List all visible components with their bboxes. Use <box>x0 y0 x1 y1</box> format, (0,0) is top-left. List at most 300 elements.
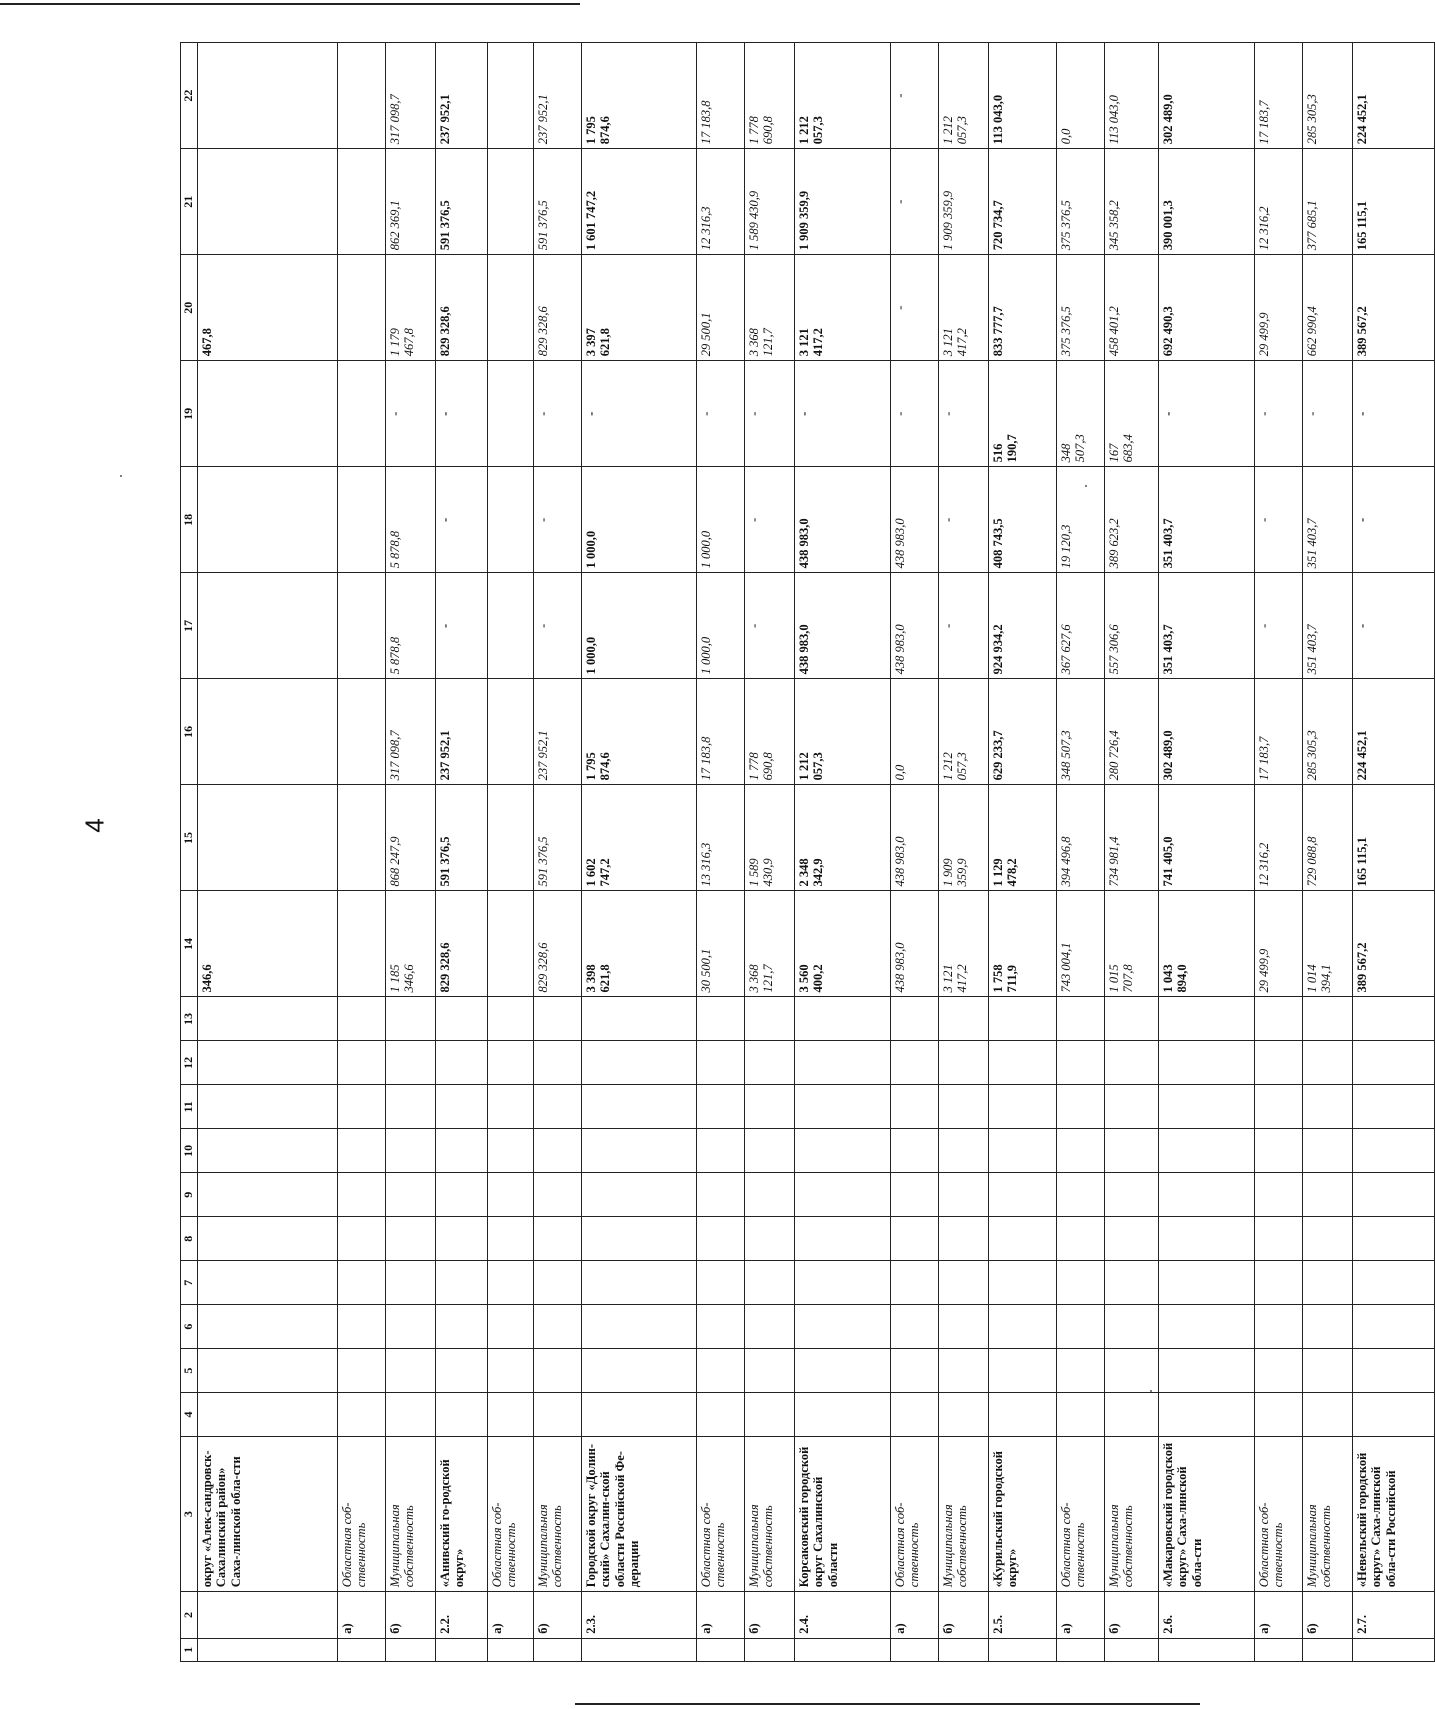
row-name: Областная соб-ственность <box>890 1437 938 1592</box>
row-index <box>197 1592 337 1639</box>
value-cell-col-21: 12 316,3 <box>696 149 744 255</box>
empty-cell <box>1158 1393 1254 1437</box>
value-cell-col-21: 1 909 359,9 <box>938 149 988 255</box>
empty-cell <box>988 1261 1056 1305</box>
table-row <box>988 43 1056 1662</box>
empty-cell <box>744 1085 794 1129</box>
value-cell-col-17: 924 934,2 <box>988 573 1056 679</box>
row-blank-cell <box>533 1638 581 1661</box>
row-index: б) <box>533 1592 581 1639</box>
value-cell-col-22: 285 305,3 <box>1302 43 1352 149</box>
empty-cell <box>1104 1217 1158 1261</box>
empty-cell <box>1056 1393 1104 1437</box>
value-cell-col-19: - <box>696 361 744 467</box>
row-blank-cell <box>435 1638 487 1661</box>
empty-cell <box>938 1261 988 1305</box>
empty-cell <box>744 1217 794 1261</box>
value-cell-col-15: 729 088,8 <box>1302 785 1352 891</box>
row-name: Муниципальная собственность <box>938 1437 988 1592</box>
value-cell-col-22 <box>197 43 337 149</box>
row-index: 2.4. <box>794 1592 890 1639</box>
value-cell-col-18: 351 403,7 <box>1302 467 1352 573</box>
empty-cell <box>794 1041 890 1085</box>
empty-cell <box>385 1085 435 1129</box>
table-row <box>1056 43 1104 1662</box>
empty-cell <box>435 1349 487 1393</box>
empty-cell <box>1302 1129 1352 1173</box>
empty-cell <box>435 1085 487 1129</box>
empty-cell <box>794 1129 890 1173</box>
empty-cell <box>487 1173 533 1217</box>
value-cell-col-15 <box>337 785 385 891</box>
empty-cell <box>197 1349 337 1393</box>
empty-cell <box>938 1217 988 1261</box>
value-cell-col-19: - <box>1254 361 1302 467</box>
empty-cell <box>938 997 988 1041</box>
empty-cell <box>938 1349 988 1393</box>
column-header: 1 <box>181 1638 198 1661</box>
empty-cell <box>1056 1261 1104 1305</box>
value-cell-col-21: 720 734,7 <box>988 149 1056 255</box>
value-cell-col-16: 17 183,8 <box>696 679 744 785</box>
row-blank-cell <box>1254 1638 1302 1661</box>
empty-cell <box>337 1393 385 1437</box>
column-header: 5 <box>181 1349 198 1393</box>
empty-cell <box>938 1129 988 1173</box>
empty-cell <box>337 1085 385 1129</box>
empty-cell <box>487 1349 533 1393</box>
empty-cell <box>197 1173 337 1217</box>
value-cell-col-14: 3 368 121,7 <box>744 891 794 997</box>
row-name: Областная соб-ственность <box>696 1437 744 1592</box>
empty-cell <box>385 1305 435 1349</box>
empty-cell <box>197 1217 337 1261</box>
empty-cell <box>385 1393 435 1437</box>
empty-cell <box>1302 1173 1352 1217</box>
table-body <box>197 43 1434 1662</box>
empty-cell <box>744 1305 794 1349</box>
empty-cell <box>794 1305 890 1349</box>
empty-cell <box>1254 997 1302 1041</box>
value-cell-col-18: 1 000,0 <box>696 467 744 573</box>
table-row <box>1352 43 1434 1662</box>
row-name: Муниципальная собственность <box>1104 1437 1158 1592</box>
empty-cell <box>794 997 890 1041</box>
empty-cell <box>1158 1041 1254 1085</box>
value-cell-col-20: - <box>890 255 938 361</box>
column-number-row <box>181 43 198 1662</box>
value-cell-col-18: - <box>435 467 487 573</box>
value-cell-col-21: 1 909 359,9 <box>794 149 890 255</box>
row-name: Городской округ «Долин-ский» Сахалин-ской области Российской Фе-дерации <box>581 1437 696 1592</box>
empty-cell <box>744 1041 794 1085</box>
empty-cell <box>1302 1393 1352 1437</box>
value-cell-col-15: 165 115,1 <box>1352 785 1434 891</box>
value-cell-col-20: 829 328,6 <box>435 255 487 361</box>
value-cell-col-14 <box>337 891 385 997</box>
empty-cell <box>197 1129 337 1173</box>
empty-cell <box>533 1261 581 1305</box>
empty-cell <box>1254 1173 1302 1217</box>
column-header: 22 <box>181 43 198 149</box>
empty-cell <box>581 1305 696 1349</box>
value-cell-col-15: 734 981,4 <box>1104 785 1158 891</box>
value-cell-col-21: 591 376,5 <box>533 149 581 255</box>
value-cell-col-17: - <box>435 573 487 679</box>
value-cell-col-16: 224 452,1 <box>1352 679 1434 785</box>
value-cell-col-22 <box>337 43 385 149</box>
empty-cell <box>1254 1217 1302 1261</box>
table-row <box>1158 43 1254 1662</box>
empty-cell <box>1104 1349 1158 1393</box>
empty-cell <box>1254 1041 1302 1085</box>
empty-cell <box>988 1349 1056 1393</box>
empty-cell <box>385 1129 435 1173</box>
value-cell-col-19: - <box>1352 361 1434 467</box>
value-cell-col-16: 237 952,1 <box>533 679 581 785</box>
empty-cell <box>1158 1085 1254 1129</box>
row-index: 2.7. <box>1352 1592 1434 1639</box>
column-header: 15 <box>181 785 198 891</box>
empty-cell <box>581 1041 696 1085</box>
empty-cell <box>1302 1349 1352 1393</box>
row-index: а) <box>337 1592 385 1639</box>
row-name: Областная соб-ственность <box>337 1437 385 1592</box>
value-cell-col-22: - <box>890 43 938 149</box>
empty-cell <box>696 997 744 1041</box>
empty-cell <box>1158 1261 1254 1305</box>
empty-cell <box>435 1261 487 1305</box>
value-cell-col-18 <box>337 467 385 573</box>
empty-cell <box>487 1217 533 1261</box>
value-cell-col-18 <box>487 467 533 573</box>
empty-cell <box>533 1305 581 1349</box>
value-cell-col-14: 1 758 711,9 <box>988 891 1056 997</box>
value-cell-col-19: - <box>533 361 581 467</box>
empty-cell <box>487 1261 533 1305</box>
value-cell-col-22: 1 212 057,3 <box>794 43 890 149</box>
value-cell-col-17: 351 403,7 <box>1302 573 1352 679</box>
empty-cell <box>435 997 487 1041</box>
empty-cell <box>988 1173 1056 1217</box>
table-row <box>487 43 533 1662</box>
value-cell-col-20: 1 179 467,8 <box>385 255 435 361</box>
empty-cell <box>581 997 696 1041</box>
value-cell-col-19: - <box>385 361 435 467</box>
empty-cell <box>487 1129 533 1173</box>
value-cell-col-21 <box>337 149 385 255</box>
empty-cell <box>1352 1393 1434 1437</box>
value-cell-col-15: 591 376,5 <box>533 785 581 891</box>
empty-cell <box>1056 1305 1104 1349</box>
value-cell-col-16: 237 952,1 <box>435 679 487 785</box>
value-cell-col-21: 862 369,1 <box>385 149 435 255</box>
value-cell-col-19: - <box>581 361 696 467</box>
row-index: б) <box>938 1592 988 1639</box>
value-cell-col-20: 3 121 417,2 <box>794 255 890 361</box>
value-cell-col-19: - <box>938 361 988 467</box>
empty-cell <box>337 1173 385 1217</box>
empty-cell <box>1104 1261 1158 1305</box>
row-blank-cell <box>487 1638 533 1661</box>
value-cell-col-20: 375 376,5 <box>1056 255 1104 361</box>
empty-cell <box>696 1085 744 1129</box>
value-cell-col-14: 30 500,1 <box>696 891 744 997</box>
row-blank-cell <box>890 1638 938 1661</box>
empty-cell <box>696 1217 744 1261</box>
column-header: 3 <box>181 1437 198 1592</box>
row-blank-cell <box>1158 1638 1254 1661</box>
value-cell-col-18: - <box>1254 467 1302 573</box>
empty-cell <box>1302 1041 1352 1085</box>
value-cell-col-20 <box>487 255 533 361</box>
empty-cell <box>435 1393 487 1437</box>
empty-cell <box>533 1041 581 1085</box>
empty-cell <box>1158 1305 1254 1349</box>
table-rotator <box>180 42 1398 1662</box>
empty-cell <box>197 1261 337 1305</box>
empty-cell <box>435 1173 487 1217</box>
column-header: 13 <box>181 997 198 1041</box>
value-cell-col-16: 17 183,7 <box>1254 679 1302 785</box>
empty-cell <box>581 1129 696 1173</box>
row-index: а) <box>1254 1592 1302 1639</box>
empty-cell <box>1254 1349 1302 1393</box>
empty-cell <box>533 1393 581 1437</box>
empty-cell <box>1104 1393 1158 1437</box>
table-row <box>794 43 890 1662</box>
table-row <box>1302 43 1352 1662</box>
value-cell-col-22 <box>487 43 533 149</box>
row-index: а) <box>487 1592 533 1639</box>
empty-cell <box>487 997 533 1041</box>
empty-cell <box>1352 1129 1434 1173</box>
value-cell-col-17: 1 000,0 <box>696 573 744 679</box>
value-cell-col-20: 389 567,2 <box>1352 255 1434 361</box>
value-cell-col-22: 17 183,8 <box>696 43 744 149</box>
empty-cell <box>988 1129 1056 1173</box>
row-name: Муниципальная собственность <box>533 1437 581 1592</box>
value-cell-col-17: - <box>533 573 581 679</box>
empty-cell <box>890 1217 938 1261</box>
value-cell-col-19: 516 190,7 <box>988 361 1056 467</box>
empty-cell <box>938 1305 988 1349</box>
value-cell-col-14: 438 983,0 <box>890 891 938 997</box>
empty-cell <box>487 1041 533 1085</box>
empty-cell <box>533 1349 581 1393</box>
empty-cell <box>487 1393 533 1437</box>
value-cell-col-21 <box>487 149 533 255</box>
column-header: 16 <box>181 679 198 785</box>
value-cell-col-18: - <box>1352 467 1434 573</box>
empty-cell <box>890 1085 938 1129</box>
row-name: Областная соб-ственность <box>1056 1437 1104 1592</box>
value-cell-col-20: 833 777,7 <box>988 255 1056 361</box>
value-cell-col-20: 3 397 621,8 <box>581 255 696 361</box>
table-row <box>533 43 581 1662</box>
empty-cell <box>744 1173 794 1217</box>
empty-cell <box>696 1129 744 1173</box>
value-cell-col-16: 0,0 <box>890 679 938 785</box>
empty-cell <box>1302 1217 1352 1261</box>
value-cell-col-17: 438 983,0 <box>890 573 938 679</box>
row-blank-cell <box>197 1638 337 1661</box>
empty-cell <box>337 1349 385 1393</box>
value-cell-col-15 <box>487 785 533 891</box>
value-cell-col-20: 662 990,4 <box>1302 255 1352 361</box>
empty-cell <box>1104 1173 1158 1217</box>
empty-cell <box>1254 1393 1302 1437</box>
row-name: Корсаковский городской округ Сахалинской области <box>794 1437 890 1592</box>
table-row <box>744 43 794 1662</box>
bottom-rule <box>575 1703 1200 1705</box>
row-index: б) <box>1302 1592 1352 1639</box>
empty-cell <box>890 1173 938 1217</box>
row-name: «Курильский городской округ» <box>988 1437 1056 1592</box>
value-cell-col-15: 394 496,8 <box>1056 785 1104 891</box>
value-cell-col-16: 348 507,3 <box>1056 679 1104 785</box>
value-cell-col-16: 317 098,7 <box>385 679 435 785</box>
empty-cell <box>1254 1085 1302 1129</box>
value-cell-col-18: - <box>533 467 581 573</box>
value-cell-col-19 <box>197 361 337 467</box>
column-header: 12 <box>181 1041 198 1085</box>
column-header: 18 <box>181 467 198 573</box>
value-cell-col-20: 458 401,2 <box>1104 255 1158 361</box>
value-cell-col-19: - <box>435 361 487 467</box>
table-row <box>435 43 487 1662</box>
empty-cell <box>1254 1305 1302 1349</box>
column-header: 6 <box>181 1305 198 1349</box>
value-cell-col-18 <box>197 467 337 573</box>
value-cell-col-22: 237 952,1 <box>435 43 487 149</box>
value-cell-col-17: 5 878,8 <box>385 573 435 679</box>
row-index: 2.6. <box>1158 1592 1254 1639</box>
value-cell-col-21 <box>197 149 337 255</box>
empty-cell <box>988 1085 1056 1129</box>
value-cell-col-17: 351 403,7 <box>1158 573 1254 679</box>
value-cell-col-18: 351 403,7 <box>1158 467 1254 573</box>
row-name: Муниципальная собственность <box>385 1437 435 1592</box>
empty-cell <box>1104 1129 1158 1173</box>
value-cell-col-21: 12 316,2 <box>1254 149 1302 255</box>
value-cell-col-16: 1 212 057,3 <box>794 679 890 785</box>
empty-cell <box>696 1349 744 1393</box>
empty-cell <box>744 1129 794 1173</box>
value-cell-col-15: 12 316,2 <box>1254 785 1302 891</box>
page-number: 4 <box>79 818 110 833</box>
empty-cell <box>197 997 337 1041</box>
empty-cell <box>1352 1217 1434 1261</box>
value-cell-col-18: 19 120,3 <box>1056 467 1104 573</box>
value-cell-col-22: 302 489,0 <box>1158 43 1254 149</box>
row-blank-cell <box>1104 1638 1158 1661</box>
empty-cell <box>1158 997 1254 1041</box>
column-header: 4 <box>181 1393 198 1437</box>
empty-cell <box>696 1173 744 1217</box>
column-header: 10 <box>181 1129 198 1173</box>
empty-cell <box>1158 1173 1254 1217</box>
value-cell-col-14: 1 043 894,0 <box>1158 891 1254 997</box>
row-blank-cell <box>385 1638 435 1661</box>
value-cell-col-16: 280 726,4 <box>1104 679 1158 785</box>
empty-cell <box>337 1129 385 1173</box>
empty-cell <box>337 1305 385 1349</box>
value-cell-col-20 <box>337 255 385 361</box>
empty-cell <box>1104 997 1158 1041</box>
value-cell-col-15: 2 348 342,9 <box>794 785 890 891</box>
column-header: 7 <box>181 1261 198 1305</box>
empty-cell <box>744 1261 794 1305</box>
value-cell-col-18: 438 983,0 <box>890 467 938 573</box>
row-index: а) <box>1056 1592 1104 1639</box>
row-name: «Макаровский городской округ» Саха-линской обла-сти <box>1158 1437 1254 1592</box>
empty-cell <box>794 1085 890 1129</box>
empty-cell <box>1056 1129 1104 1173</box>
empty-cell <box>435 1217 487 1261</box>
empty-cell <box>794 1173 890 1217</box>
empty-cell <box>1352 997 1434 1041</box>
value-cell-col-14: 346,6 <box>197 891 337 997</box>
value-cell-col-20: 829 328,6 <box>533 255 581 361</box>
empty-cell <box>696 1261 744 1305</box>
value-cell-col-15 <box>197 785 337 891</box>
value-cell-col-15: 1 602 747,2 <box>581 785 696 891</box>
table-row <box>197 43 337 1662</box>
empty-cell <box>581 1393 696 1437</box>
empty-cell <box>890 1261 938 1305</box>
value-cell-col-18: 5 878,8 <box>385 467 435 573</box>
empty-cell <box>744 1393 794 1437</box>
empty-cell <box>938 1041 988 1085</box>
empty-cell <box>1056 1085 1104 1129</box>
value-cell-col-21: 377 685,1 <box>1302 149 1352 255</box>
empty-cell <box>197 1041 337 1085</box>
value-cell-col-17: - <box>1254 573 1302 679</box>
row-blank-cell <box>938 1638 988 1661</box>
empty-cell <box>696 1305 744 1349</box>
value-cell-col-15: 13 316,3 <box>696 785 744 891</box>
value-cell-col-16: 1 212 057,3 <box>938 679 988 785</box>
empty-cell <box>533 997 581 1041</box>
row-name: «Анивский го-родской округ» <box>435 1437 487 1592</box>
empty-cell <box>988 1393 1056 1437</box>
empty-cell <box>533 1085 581 1129</box>
value-cell-col-21: 165 115,1 <box>1352 149 1434 255</box>
table-row <box>385 43 435 1662</box>
column-header: 17 <box>181 573 198 679</box>
empty-cell <box>794 1349 890 1393</box>
value-cell-col-16: 302 489,0 <box>1158 679 1254 785</box>
empty-cell <box>938 1393 988 1437</box>
value-cell-col-14: 3 398 621,8 <box>581 891 696 997</box>
row-blank-cell <box>794 1638 890 1661</box>
value-cell-col-14: 29 499,9 <box>1254 891 1302 997</box>
value-cell-col-22: 0,0 <box>1056 43 1104 149</box>
row-index: 2.5. <box>988 1592 1056 1639</box>
empty-cell <box>890 997 938 1041</box>
row-name: Областная соб-ственность <box>487 1437 533 1592</box>
value-cell-col-19: - <box>794 361 890 467</box>
value-cell-col-19: - <box>744 361 794 467</box>
row-blank-cell <box>988 1638 1056 1661</box>
value-cell-col-19 <box>337 361 385 467</box>
empty-cell <box>744 997 794 1041</box>
value-cell-col-14: 1 014 394,1 <box>1302 891 1352 997</box>
value-cell-col-18: 438 983,0 <box>794 467 890 573</box>
empty-cell <box>1302 1305 1352 1349</box>
empty-cell <box>487 1085 533 1129</box>
